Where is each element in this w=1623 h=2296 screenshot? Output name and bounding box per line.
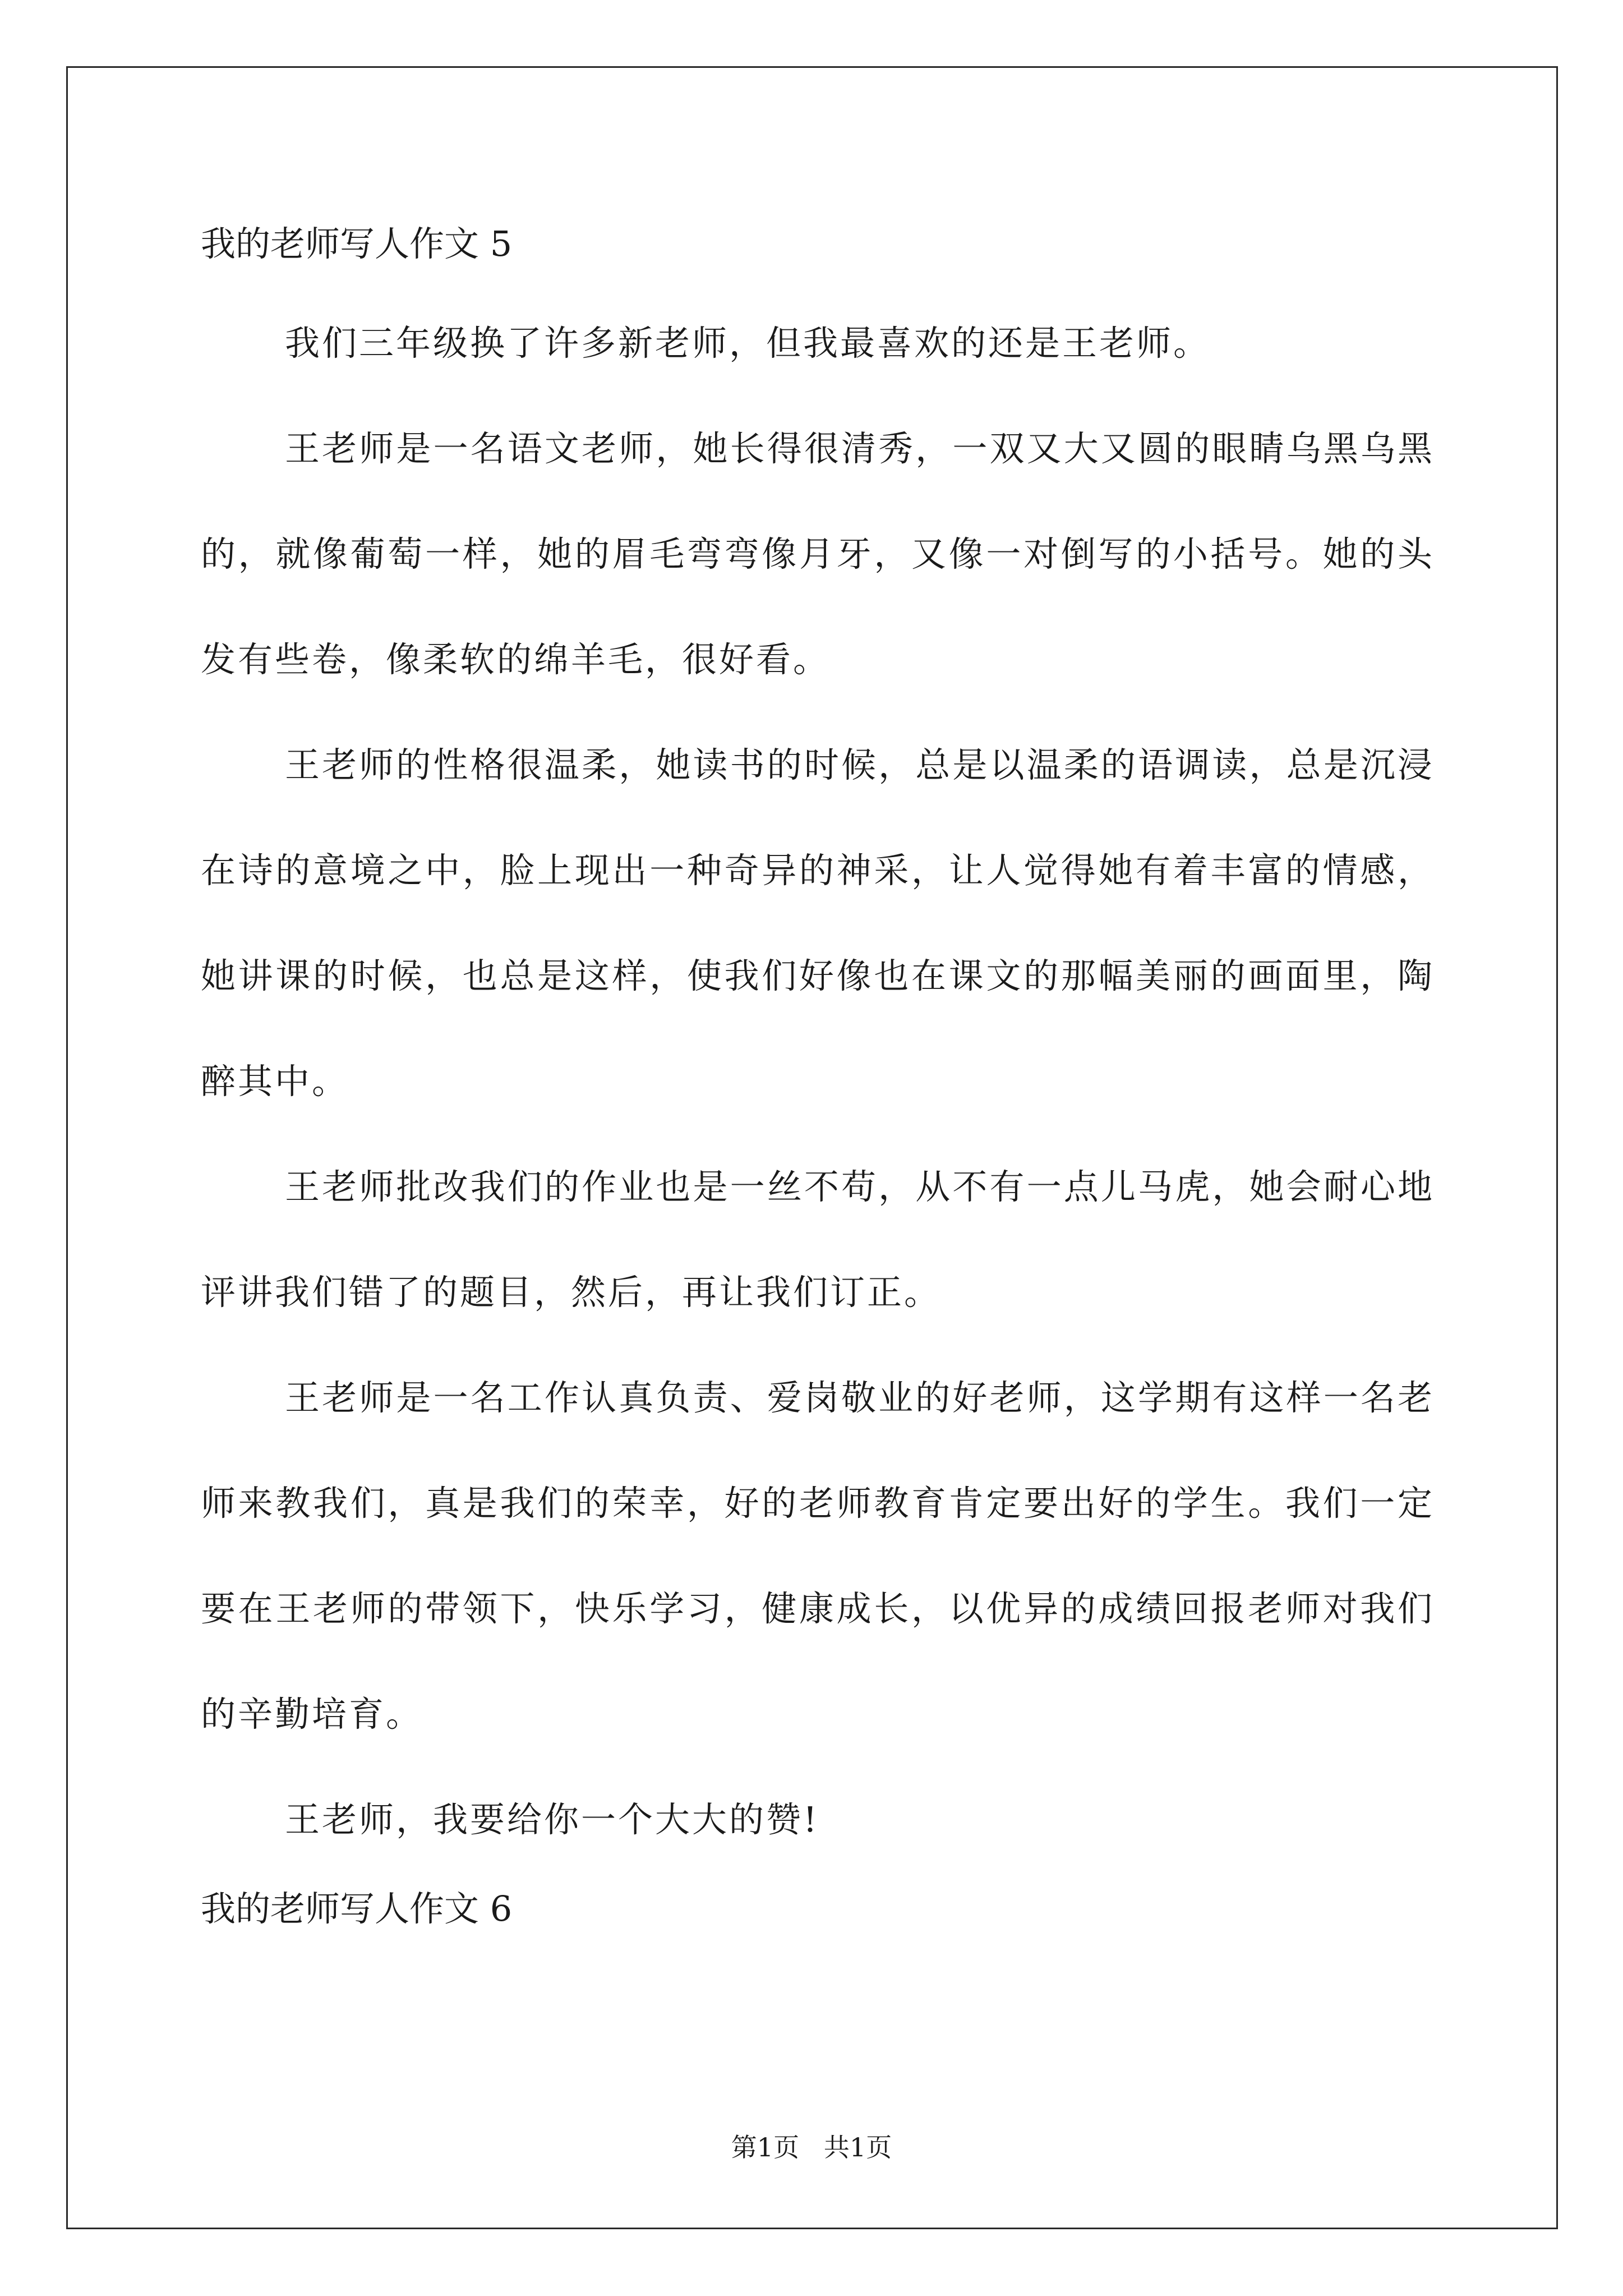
paragraph-1: 我们三年级换了许多新老师，但我最喜欢的还是王老师。 (285, 323, 1211, 364)
paragraph-5: 王老师是一名工作认真负责、爱岗敬业的好老师，这学期有这样一名老师来教我们，真是我们的荣幸，好的老师教育肯定要出好的学生。我们一定要在王老师的带领下，快乐学习，健康成长，以优异的成绩回报老师对我们的辛勤培育。 (201, 1377, 1435, 1734)
essay-title-5: 我的老师写人作文 5 (201, 223, 513, 264)
paragraph-2: 王老师是一名语文老师，她长得很清秀，一双又大又圆的眼睛乌黑乌黑的，就像葡萄一样，她的眉毛弯弯像月牙，又像一对倒写的小括号。她的头发有些卷，像柔软的绵羊毛，很好看。 (201, 428, 1435, 680)
paragraph-4: 王老师批改我们的作业也是一丝不苟，从不有一点儿马虎，她会耐心地评讲我们错了的题目，然后，再让我们订正。 (201, 1166, 1435, 1313)
paragraph-6: 王老师，我要给你一个大大的赞! (285, 1799, 819, 1840)
page-number-footer: 第1页 共1页 (731, 2132, 892, 2162)
document-body (201, 219, 1435, 1934)
paragraph-3: 王老师的性格很温柔，她读书的时候，总是以温柔的语调读，总是沉浸在诗的意境之中，脸上现出一种奇异的神采，让人觉得她有着丰富的情感，她讲课的时候，也总是这样，使我们好像也在课文的那幅美丽的画面里，陶醉其中。 (201, 744, 1435, 1102)
essay-title-6: 我的老师写人作文 6 (201, 1888, 513, 1929)
